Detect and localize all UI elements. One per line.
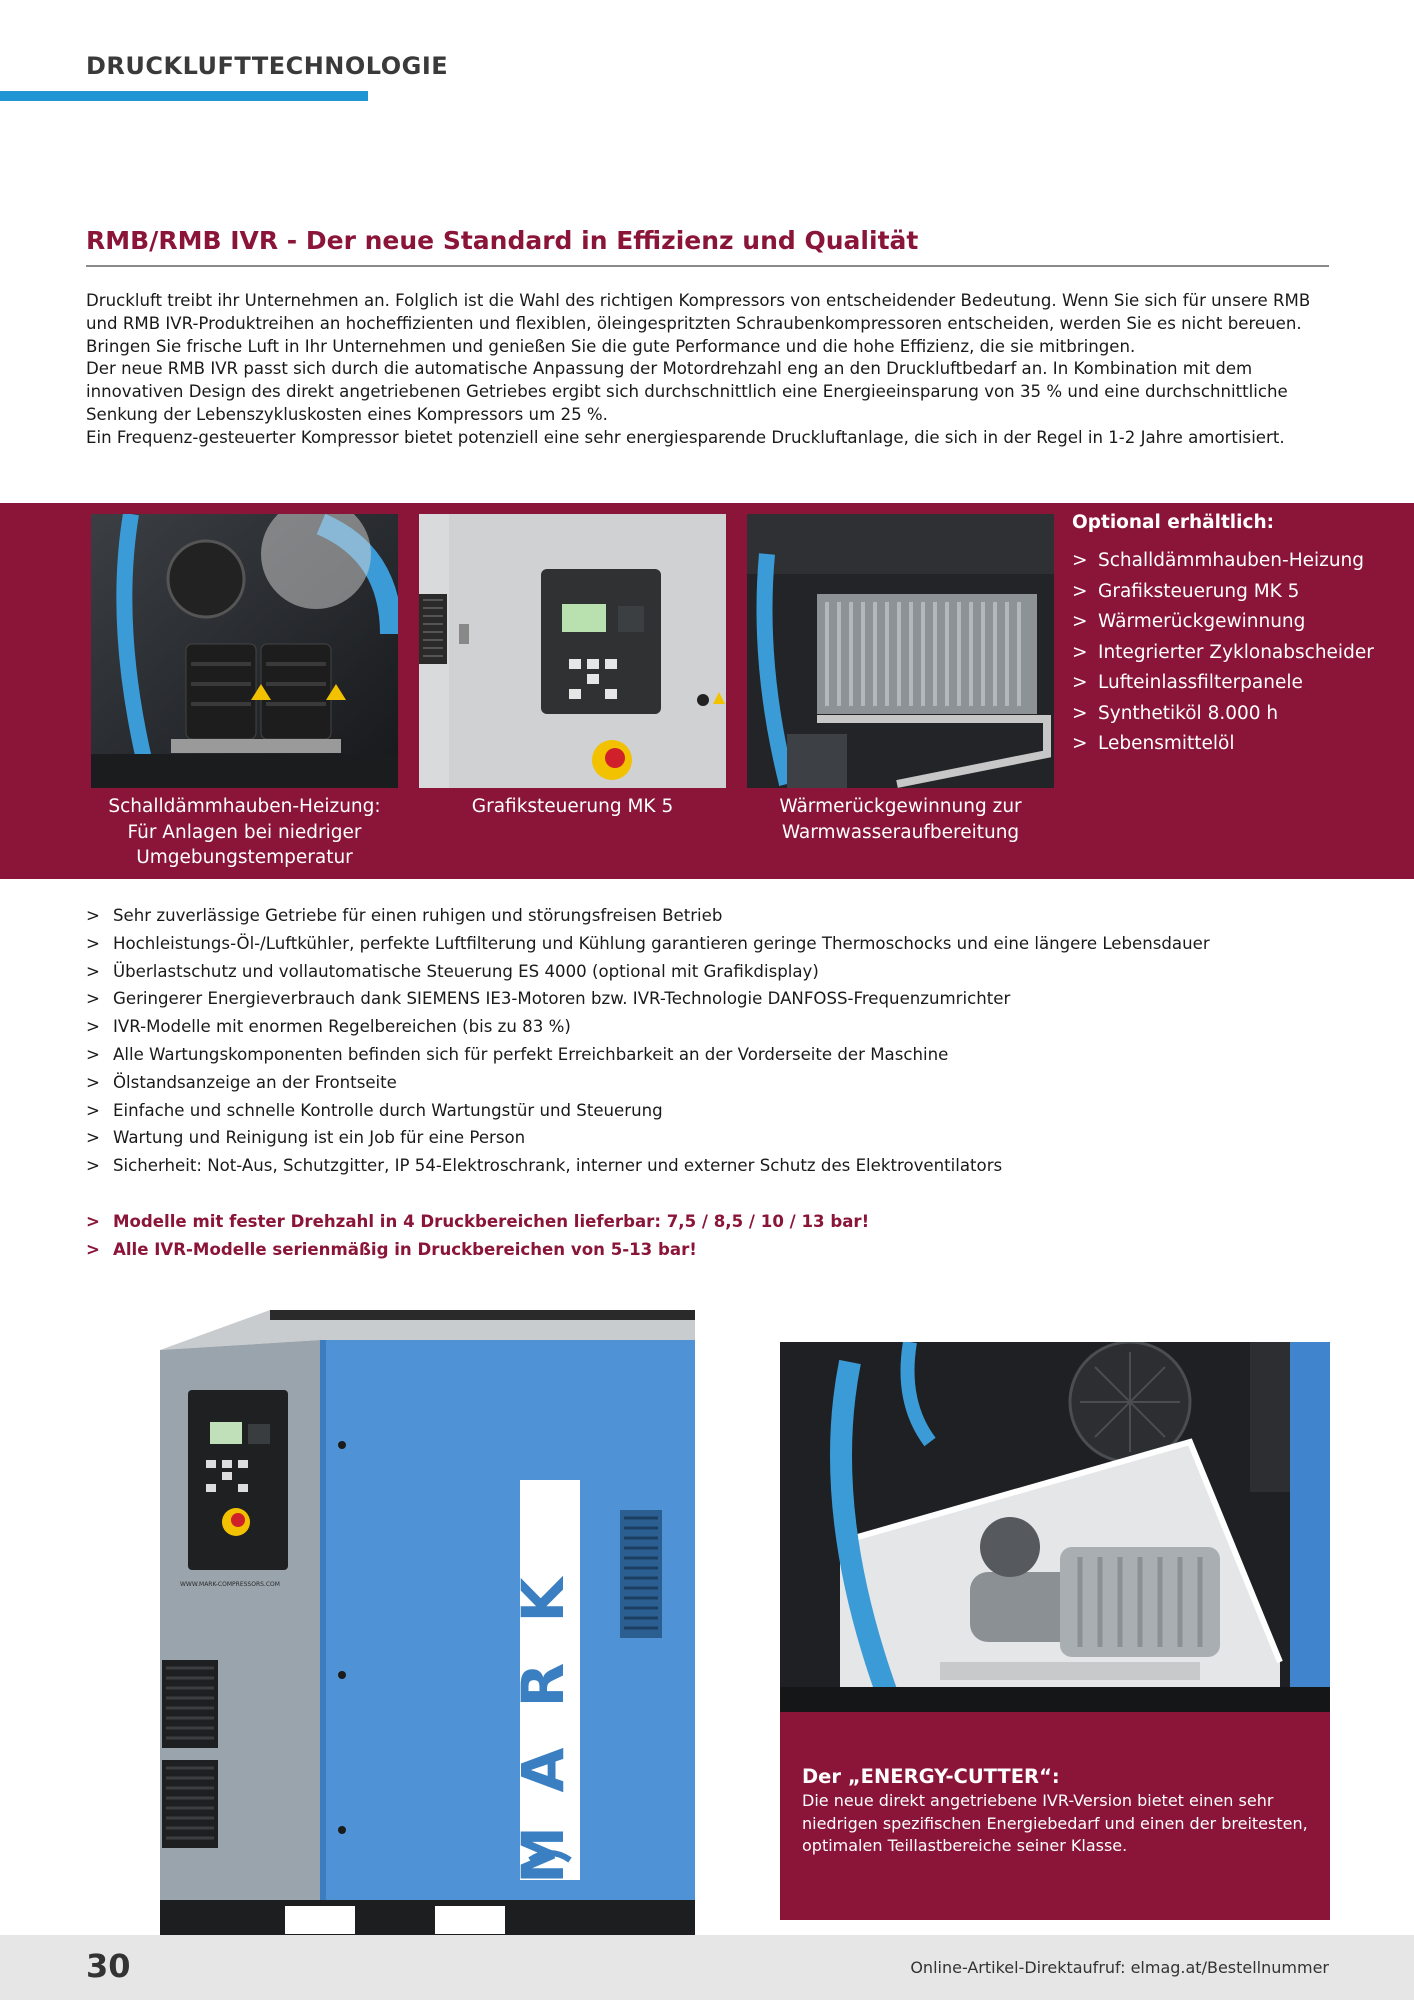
optional-item: > Schalldämmhauben-Heizung — [1070, 548, 1410, 574]
optional-item: > Lebensmittelöl — [1070, 731, 1410, 757]
optional-item: > Grafiksteuerung MK 5 — [1070, 579, 1410, 605]
optional-item: > Integrierter Zyklonabscheider — [1070, 640, 1410, 666]
photo-heat-recovery — [747, 514, 1054, 788]
section-title: DRUCKLUFTTECHNOLOGIE — [86, 52, 449, 80]
highlight-item: > Alle IVR-Modelle serienmäßig in Druckbereichen von 5-13 bar! — [86, 1236, 1329, 1264]
highlight-item: > Modelle mit fester Drehzahl in 4 Druckbereichen lieferbar: 7,5 / 8,5 / 10 / 13 bar! — [86, 1208, 1329, 1236]
caption-heat-recovery: Wärmerückgewinnung zur Warmwasseraufbereitung — [779, 796, 1022, 843]
feature-item: > IVR-Modelle mit enormen Regelbereichen (bis zu 83 %) — [86, 1013, 1329, 1041]
feature-item: > Sehr zuverlässige Getriebe für einen ruhigen und störungsfreisen Betrieb — [86, 902, 1329, 930]
intro-paragraph: Druckluft treibt ihr Unternehmen an. Folglich ist die Wahl des richtigen Kompressors von entscheidender Bedeutung. Wenn Sie sich für unsere RMB und RMB IVR-Produktreihen an hocheffizienten und flexiblen, öleingespritzten Schraubenkompressoren entscheiden, werden Sie es nicht bereuen. Bringen Sie frische Luft in Ihr Unternehmen und genießen Sie die gute Performance und die hohe Effizienz, die sie mitbringen. — [86, 291, 1311, 356]
caption-controller: Grafiksteuerung MK 5 — [471, 796, 674, 817]
brand-letter: A — [509, 1747, 577, 1793]
feature-item: > Hochleistungs-Öl-/Luftkühler, perfekte Luftfilterung und Kühlung garantieren geringe Thermoschocks und eine längere Lebensdauer — [86, 930, 1329, 958]
title-divider — [86, 265, 1329, 267]
feature-item: > Geringerer Energieverbrauch dank SIEMENS IE3-Motoren bzw. IVR-Technologie DANFOSS-Frequenzumrichter — [86, 985, 1329, 1013]
brand-letter: M — [509, 1826, 577, 1884]
section-accent-bar — [0, 91, 368, 101]
photo-hood-heating — [91, 514, 398, 788]
energy-cutter-photo — [780, 1342, 1330, 1712]
feature-list — [86, 902, 1329, 1263]
feature-item: > Wartung und Reinigung ist ein Job für eine Person — [86, 1124, 1329, 1152]
optional-list — [1070, 548, 1410, 762]
product-url-text: WWW.MARK-COMPRESSORS.COM — [180, 1581, 280, 1588]
photo-controller — [419, 514, 726, 788]
optional-title: Optional erhältlich: — [1072, 512, 1275, 533]
footer-note: Online-Artikel-Direktaufruf: elmag.at/Bestellnummer — [910, 1958, 1329, 1977]
feature-item: > Überlastschutz und vollautomatische Steuerung ES 4000 (optional mit Grafikdisplay) — [86, 958, 1329, 986]
caption-hood-heating: Schalldämmhauben-Heizung: Für Anlagen bei niedriger Umgebungstemperatur — [108, 796, 381, 868]
compressor-product-image — [150, 1300, 710, 1945]
energy-cutter-box — [780, 1712, 1330, 1920]
optional-item: > Synthetiköl 8.000 h — [1070, 701, 1410, 727]
feature-item: > Einfache und schnelle Kontrolle durch Wartungstür und Steuerung — [86, 1097, 1329, 1125]
intro-text — [86, 290, 1329, 450]
brand-letter: K — [509, 1577, 577, 1623]
brand-letter: R — [509, 1662, 577, 1708]
feature-item: > Alle Wartungskomponenten befinden sich für perfekt Erreichbarkeit an der Vorderseite der Maschine — [86, 1041, 1329, 1069]
article-title: RMB/RMB IVR - Der neue Standard in Effizienz und Qualität — [86, 226, 919, 255]
energy-cutter-text: Die neue direkt angetriebene IVR-Version bietet einen sehr niedrigen spezifischen Energiebedarf und einen der breitesten, optimalen Teillastbereiche seiner Klasse. — [802, 1791, 1308, 1855]
feature-item: > Sicherheit: Not-Aus, Schutzgitter, IP 54-Elektroschrank, interner und externer Schutz des Elektroventilators — [86, 1152, 1329, 1180]
intro-paragraph: Ein Frequenz-gesteuerter Kompressor bietet potenziell eine sehr energiesparende Druckluftanlage, die sich in der Regel in 1-2 Jahre amortisiert. — [86, 427, 1285, 447]
optional-item: > Wärmerückgewinnung — [1070, 609, 1410, 635]
intro-paragraph: Der neue RMB IVR passt sich durch die automatische Anpassung der Motordrehzahl eng an den Druckluftbedarf an. In Kombination mit dem innovativen Design des direkt angetriebenen Getriebes ergibt sich durchschnittlich eine Energieeinsparung von 35 % und eine durchschnittliche Senkung der Lebenszykluskosten eines Kompressors um 25 %. — [86, 359, 1288, 424]
list-spacer — [86, 1180, 1329, 1208]
feature-item: > Ölstandsanzeige an der Frontseite — [86, 1069, 1329, 1097]
optional-item: > Lufteinlassfilterpanele — [1070, 670, 1410, 696]
page-number: 30 — [86, 1947, 131, 1985]
energy-cutter-title: Der „ENERGY-CUTTER“: — [802, 1765, 1060, 1788]
